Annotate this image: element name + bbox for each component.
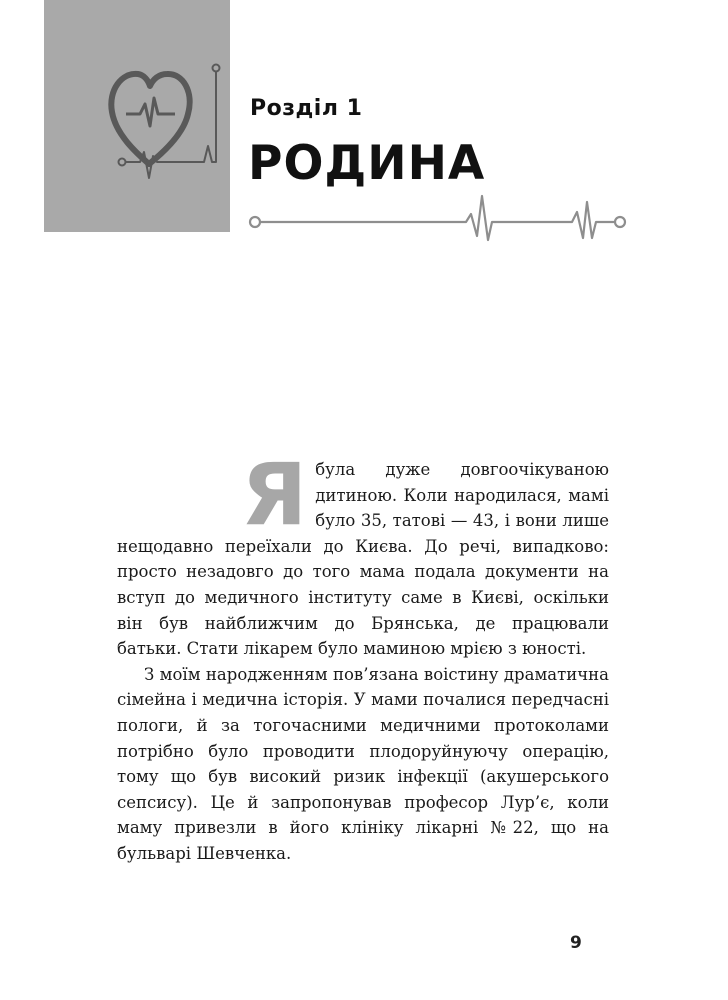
heart-ecg-icon bbox=[44, 0, 230, 232]
page-number: 9 bbox=[570, 933, 582, 953]
chapter-text bbox=[117, 445, 609, 867]
chapter-title: РОДИНА bbox=[248, 136, 486, 191]
paragraph-1-text: була дуже довгоочікуваною дитиною. Коли народилася, мамі було 35, татові — 43, і вони лише нещодавно переїхали до Києва. До речі, випадково: просто незадовго до того мама подала документи на вступ до медичного інституту саме в Києві, оскільки він був найближчим до Брянська, де працювали батьки. Стати лікарем було маминою мрією з юності. bbox=[117, 460, 609, 659]
drop-cap: Я bbox=[241, 445, 308, 545]
paragraph-1 bbox=[117, 445, 609, 662]
ecg-line-icon bbox=[244, 188, 636, 248]
chapter-header-block bbox=[44, 0, 230, 232]
chapter-label: Розділ 1 bbox=[250, 96, 363, 121]
paragraph-2: З моїм народженням пов’язана воістину драматична сімейна і медична історія. У мами почалися передчасні пологи, й за тогочасними медичними протоколами потрібно було проводити плодоруйнуючу операцію, тому що був високий ризик інфекції (акушерського сепсису). Це й запропонував професор Лур’є, коли маму привезли в його клініку лікарні №22, що на бульварі Шевченка. bbox=[117, 664, 609, 863]
